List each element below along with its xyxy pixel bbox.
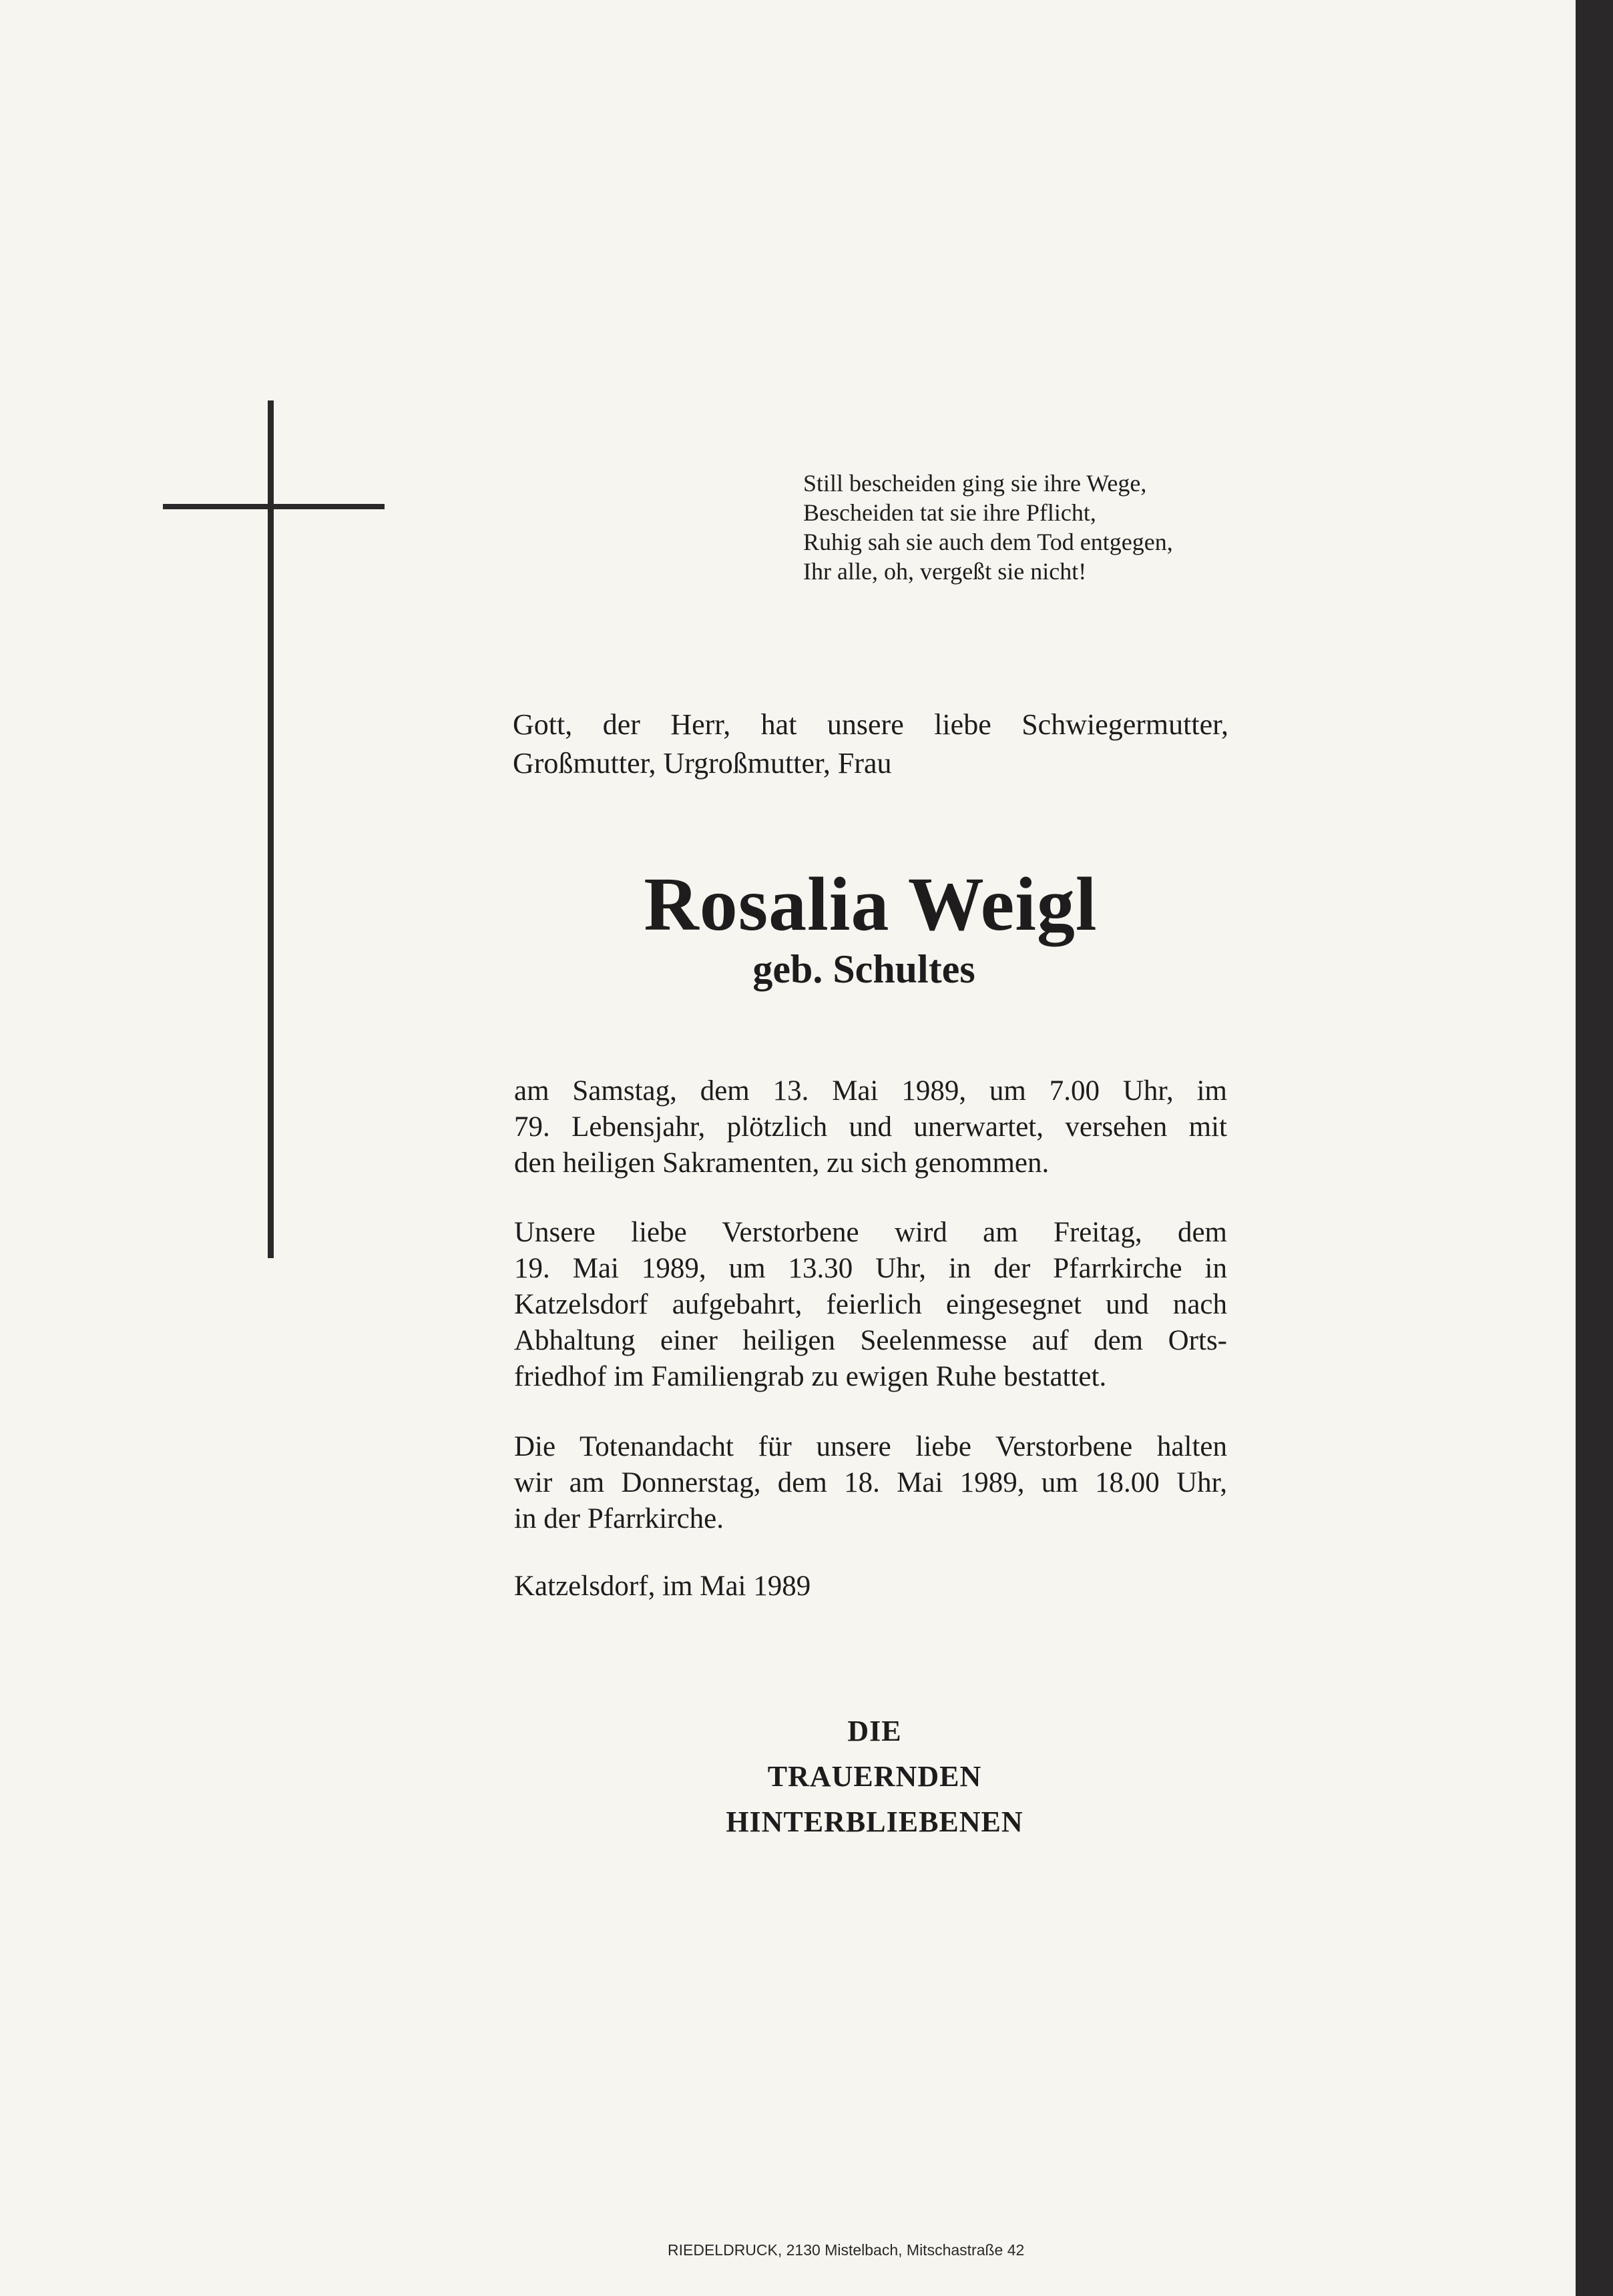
death-paragraph (514, 1073, 1227, 1181)
paragraph-line: in der Pfarrkirche. (514, 1503, 724, 1534)
intro-line: Gott, der Herr, hat unsere liebe Schwiegermutter, (513, 708, 1228, 741)
motto-line: Ruhig sah sie auch dem Tod entgegen, (803, 529, 1173, 555)
paragraph-line: 79. Lebensjahr, plötzlich und unerwartet, versehen mit (514, 1111, 1227, 1143)
paragraph-line: am Samstag, dem 13. Mai 1989, um 7.00 Uhr, im (514, 1075, 1227, 1107)
signoff-line: TRAUERNDEN (767, 1760, 982, 1793)
deceased-maiden-name: geb. Schultes (752, 947, 975, 991)
signoff (641, 1709, 1108, 1845)
paragraph-line: Abhaltung einer heiligen Seelenmesse auf dem Orts- (514, 1325, 1227, 1356)
signoff-line: DIE (847, 1715, 902, 1747)
paragraph-line: friedhof im Familiengrab zu ewigen Ruhe bestattet. (514, 1361, 1107, 1392)
motto-line: Bescheiden tat sie ihre Pflicht, (803, 499, 1096, 526)
cross-icon-vertical-bar (268, 400, 274, 1258)
paragraph-line: Katzelsdorf aufgebahrt, feierlich eingesegnet und nach (514, 1289, 1227, 1320)
deceased-name: Rosalia Weigl (644, 862, 1098, 946)
cross-icon-horizontal-bar (163, 504, 385, 509)
intro-text (513, 705, 1228, 783)
paragraph-line: Die Totenandacht für unsere liebe Verstorbene halten (514, 1431, 1227, 1462)
motto-line: Ihr alle, oh, vergeßt sie nicht! (803, 558, 1087, 585)
paragraph-line: Unsere liebe Verstorbene wird am Freitag, dem (514, 1217, 1227, 1248)
paragraph-line: den heiligen Sakramenten, zu sich genommen. (514, 1147, 1050, 1179)
signoff-line: HINTERBLIEBENEN (726, 1805, 1023, 1838)
intro-line: Großmutter, Urgroßmutter, Frau (513, 747, 892, 780)
printer-imprint: RIEDELDRUCK, 2130 Mistelbach, Mitschastraße 42 (668, 2241, 1025, 2259)
place-date: Katzelsdorf, im Mai 1989 (514, 1570, 811, 1602)
paragraph-line: wir am Donnerstag, dem 18. Mai 1989, um 18.00 Uhr, (514, 1467, 1227, 1498)
motto-line: Still bescheiden ging sie ihre Wege, (803, 470, 1147, 497)
funeral-paragraph (514, 1215, 1227, 1395)
paragraph-line: 19. Mai 1989, um 13.30 Uhr, in der Pfarrkirche in (514, 1253, 1227, 1284)
motto-verse (803, 469, 1271, 586)
vigil-paragraph (514, 1429, 1227, 1537)
